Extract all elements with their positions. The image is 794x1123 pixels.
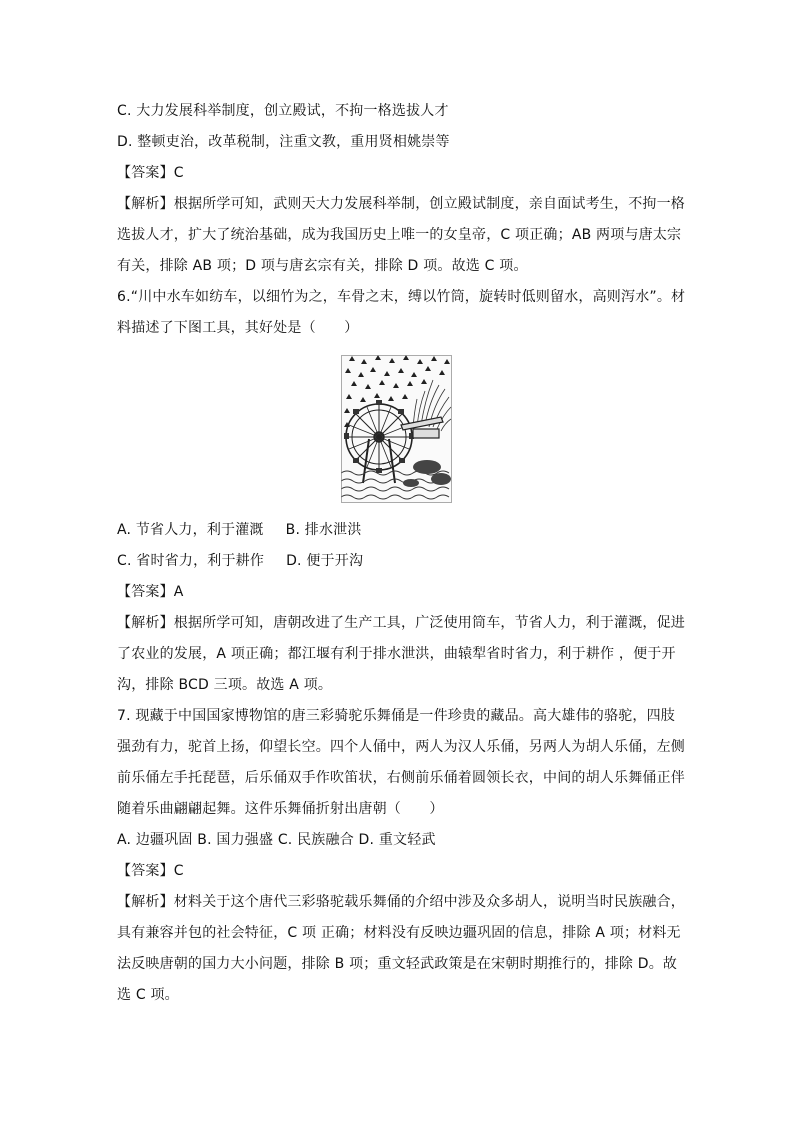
q6-options-row-2: [117, 551, 363, 571]
q7-options: A. 边疆巩固 B. 国力强盛 C. 民族融合 D. 重文轻武: [117, 832, 436, 848]
q7-stem-line-3: 前乐俑左手托琵琶，后乐俑双手作吹笛状，右侧前乐俑着圆领长衣，中间的胡人乐舞俑正伴: [117, 770, 685, 786]
q5-analysis-line-1: 【解析】根据所学可知，武则天大力发展科举制，创立殿试制度，亲自面试考生，不拘一格: [117, 196, 685, 212]
q6-analysis-line-1: 【解析】根据所学可知，唐朝改进了生产工具，广泛使用筒车，节省人力，利于灌溉，促进: [117, 615, 685, 631]
q5-analysis-line-3: 有关，排除 AB 项；D 项与唐玄宗有关，排除 D 项。故选 C 项。: [117, 258, 528, 274]
q7-analysis-line-4: 选 C 项。: [117, 987, 179, 1003]
q7-stem-line-2: 强劲有力，驼首上扬，仰望长空。四个人俑中，两人为汉人乐俑，另两人为胡人乐俑，左侧: [117, 739, 685, 755]
q6-analysis-line-2: 了农业的发展，A 项正确；都江堰有利于排水泄洪，曲辕犁省时省力，利于耕作 ，便于开: [117, 646, 676, 662]
q6-stem-line-2: 料描述了下图工具，其好处是（ ）: [117, 320, 359, 336]
q5-analysis-line-2: 选拔人才，扩大了统治基础，成为我国历史上唯一的女皇帝，C 项正确；AB 两项与唐太宗: [117, 227, 682, 243]
q6-options-row-1: [117, 520, 362, 540]
q7-analysis-line-2: 具有兼容并包的社会特征，C 项 正确；材料没有反映边疆巩固的信息，排除 A 项；材料无: [117, 925, 681, 941]
q6-option-d: D. 便于开沟: [286, 553, 364, 569]
q5-option-d: D. 整顿吏治，改革税制，注重文教，重用贤相姚崇等: [117, 134, 450, 150]
q6-option-c: C. 省时省力，利于耕作: [117, 553, 265, 569]
water-wheel-illustration-icon: [341, 355, 452, 503]
q7-analysis-line-1: 【解析】材料关于这个唐代三彩骆驼载乐舞俑的介绍中涉及众多胡人，说明当时民族融合，: [117, 894, 685, 910]
q7-stem-line-4: 随着乐曲翩翩起舞。这件乐舞俑折射出唐朝（ ）: [117, 801, 444, 817]
q5-option-c: C. 大力发展科举制度，创立殿试，不拘一格选拔人才: [117, 103, 449, 119]
q6-answer: 【答案】A: [117, 584, 184, 600]
q6-analysis-line-3: 沟，排除 BCD 三项。故选 A 项。: [117, 677, 333, 693]
q5-answer: 【答案】C: [117, 165, 184, 181]
q7-analysis-line-3: 法反映唐朝的国力大小问题，排除 B 项；重文轻武政策是在宋朝时期推行的，排除 D。故: [117, 956, 678, 972]
q7-answer: 【答案】C: [117, 863, 184, 879]
q6-option-b: B. 排水泄洪: [285, 522, 362, 538]
q7-stem-line-1: 7. 现藏于中国国家博物馆的唐三彩骑驼乐舞俑是一件珍贵的藏品。高大雄伟的骆驼，四肢: [117, 708, 676, 724]
q6-option-a: A. 节省人力，利于灌溉: [117, 522, 264, 538]
q6-stem-line-1: 6.“川中水车如纺车，以细竹为之，车骨之末，缚以竹筒，旋转时低则留水，高则泻水”。材: [117, 289, 686, 305]
